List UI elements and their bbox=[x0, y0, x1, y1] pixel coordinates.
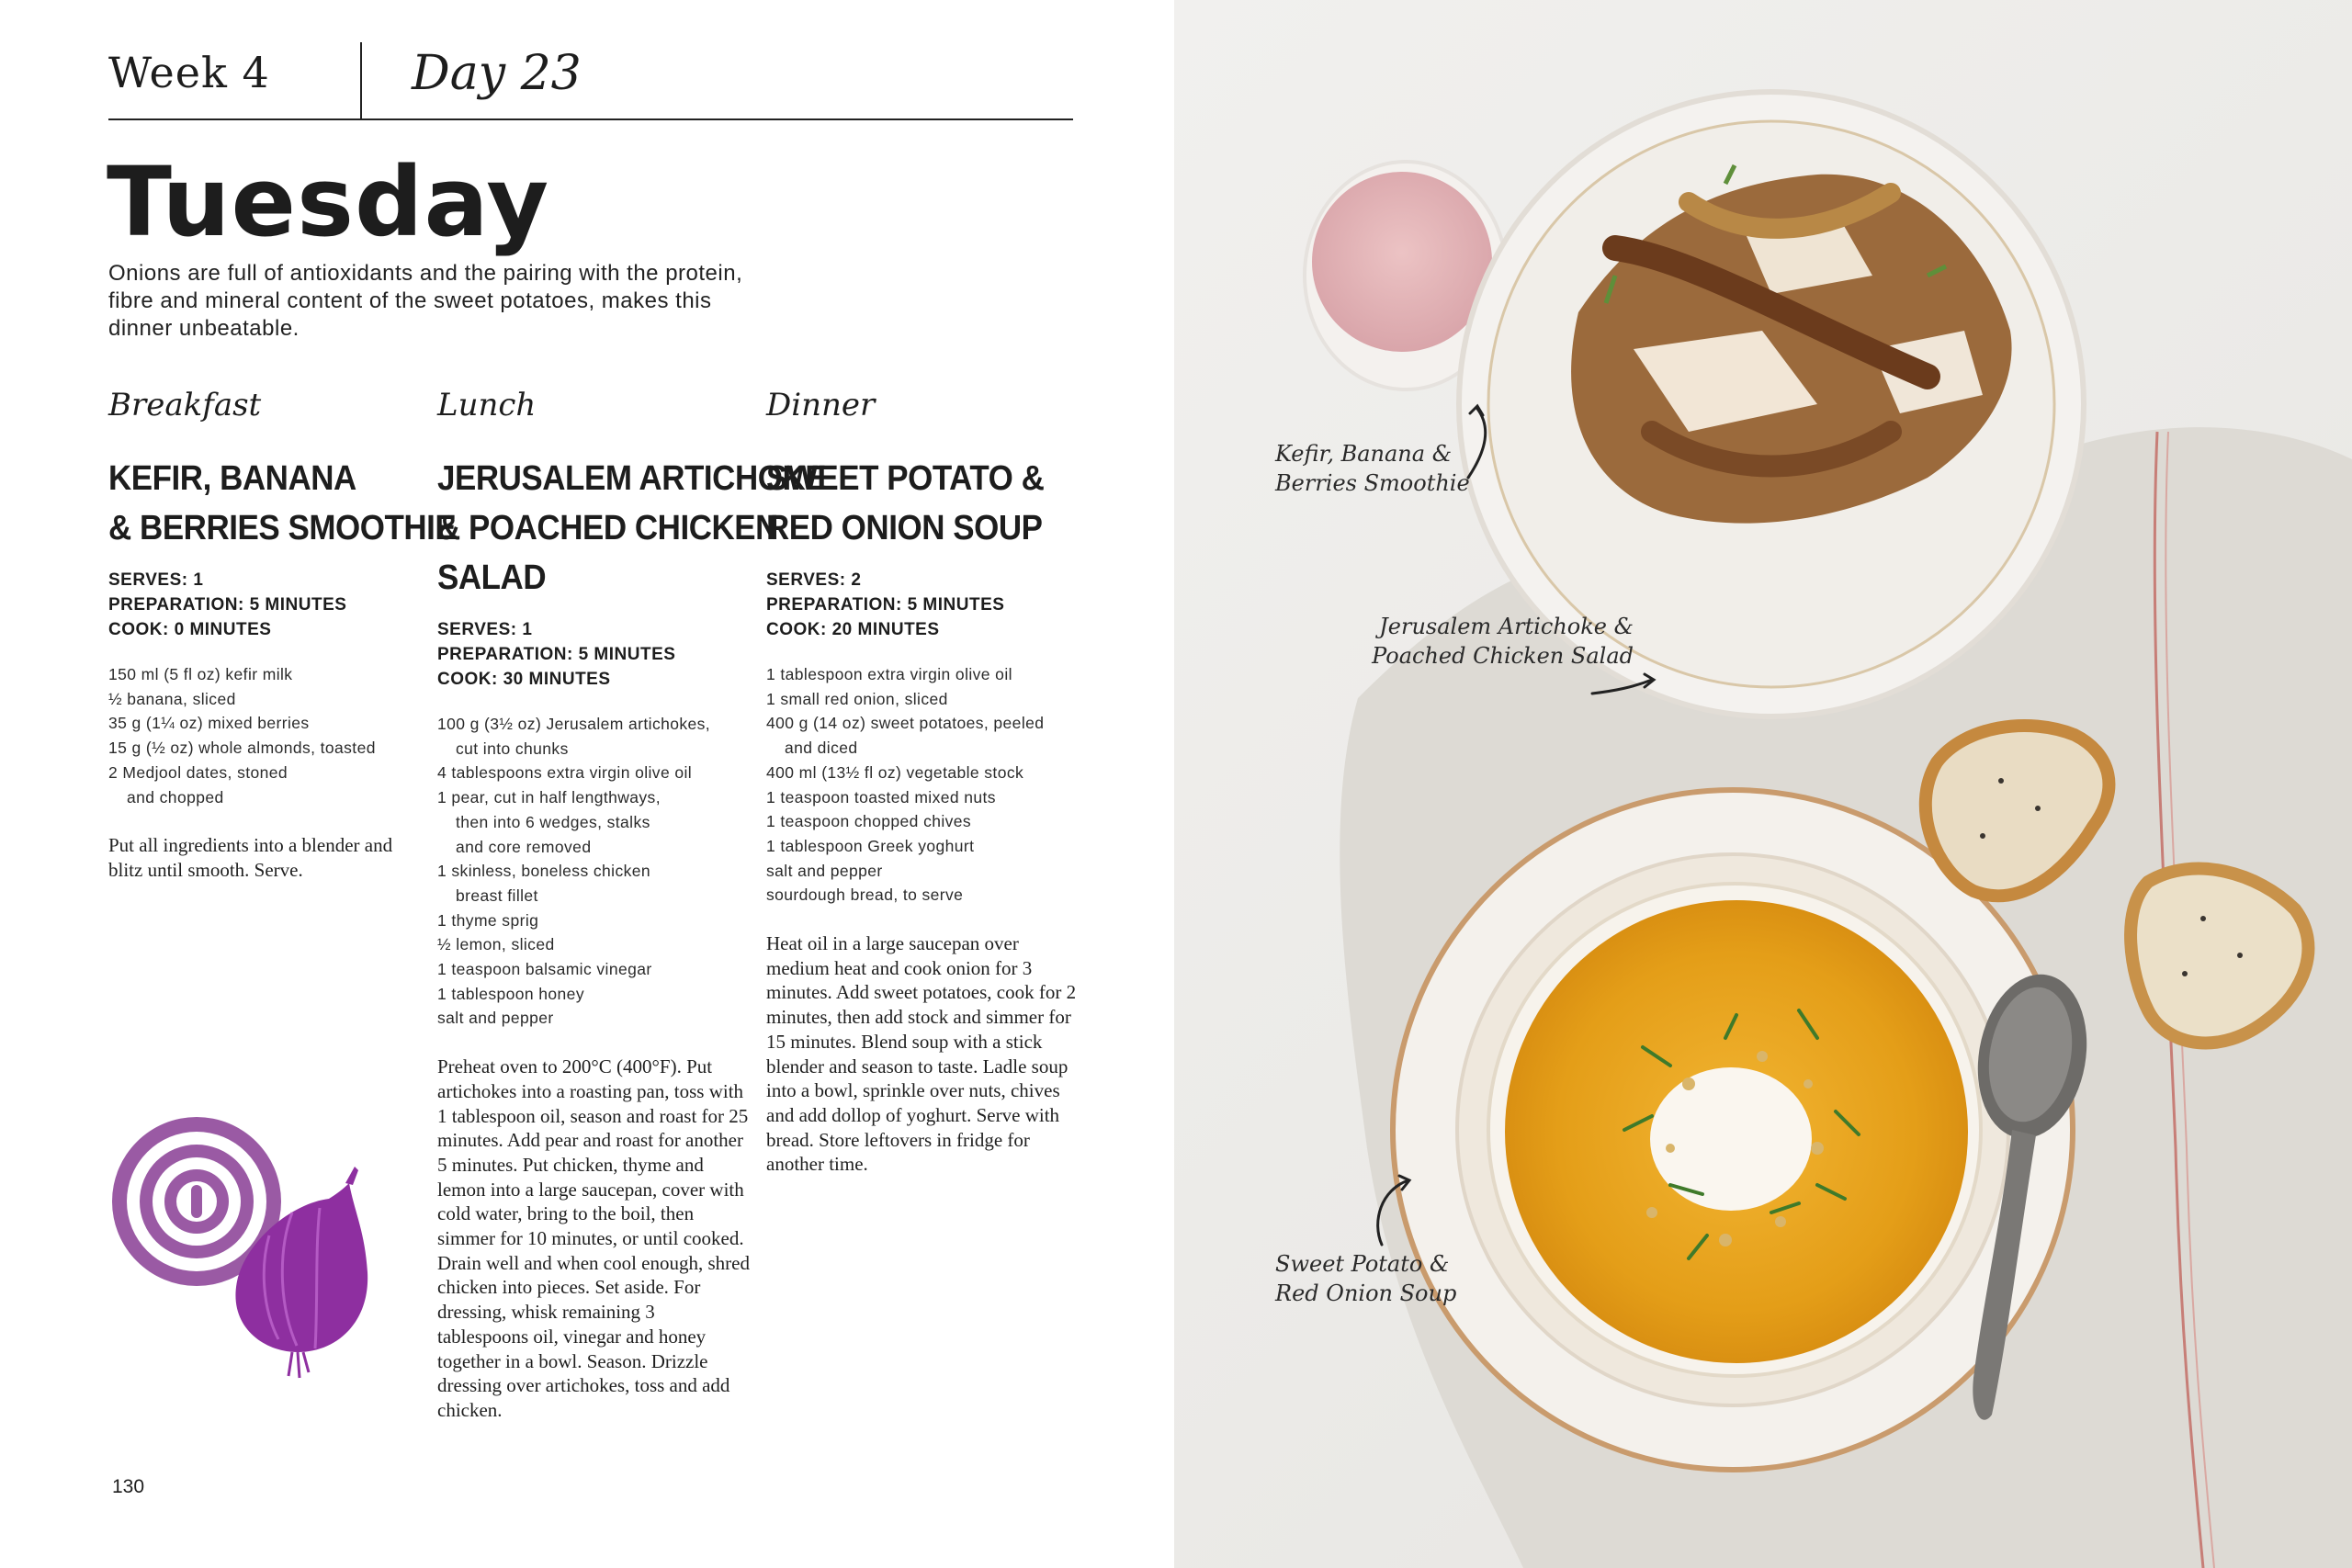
ingredient: 100 g (3½ oz) Jerusalem artichokes, cut into chunks bbox=[437, 715, 711, 758]
day-label: Day 23 bbox=[412, 46, 582, 101]
ingredient: ½ lemon, sliced bbox=[437, 935, 555, 954]
recipe-breakfast bbox=[108, 384, 457, 883]
ingredient: 1 tablespoon honey bbox=[437, 984, 584, 1003]
ingredient-list bbox=[437, 712, 750, 1031]
cook-time: COOK: 0 MINUTES bbox=[108, 620, 272, 639]
recipe-title-line: & BERRIES SMOOTHIE bbox=[108, 509, 457, 547]
ingredient: 1 teaspoon balsamic vinegar bbox=[437, 960, 652, 979]
meal-label: Dinner bbox=[766, 387, 876, 423]
label-salad: Jerusalem Artichoke & Poached Chicken Salad bbox=[1372, 614, 1634, 669]
ingredient: 2 Medjool dates, stoned and chopped bbox=[108, 762, 288, 807]
ingredient: ½ banana, sliced bbox=[108, 689, 236, 708]
recipe-title-line: SWEET POTATO & bbox=[766, 459, 1045, 498]
header-divider bbox=[360, 42, 362, 119]
meal-label: Lunch bbox=[437, 387, 537, 423]
ingredient: 4 tablespoons extra virgin olive oil bbox=[437, 763, 693, 783]
intro-text: Onions are full of antioxidants and the pairing with the protein, fibre and mineral content of the sweet potatoes, makes this dinner unbeatable. bbox=[108, 261, 743, 341]
label-smoothie: Kefir, Banana & Berries Smoothie bbox=[1275, 441, 1470, 496]
recipe-dinner bbox=[766, 384, 1079, 1177]
meal-label: Breakfast bbox=[108, 387, 262, 423]
ingredient: 400 ml (13½ fl oz) vegetable stock bbox=[766, 762, 1024, 782]
cook-time: COOK: 30 MINUTES bbox=[437, 670, 611, 689]
preparation: PREPARATION: 5 MINUTES bbox=[766, 595, 1005, 615]
recipe-title-line: JERUSALEM ARTICHOKE bbox=[437, 459, 827, 498]
cook-time: COOK: 20 MINUTES bbox=[766, 620, 940, 639]
ingredient: 400 g (14 oz) sweet potatoes, peeled and diced bbox=[766, 714, 1045, 758]
week-label: Week 4 bbox=[108, 48, 270, 97]
ingredient: 150 ml (5 fl oz) kefir milk bbox=[108, 665, 293, 683]
serves: SERVES: 1 bbox=[437, 620, 533, 639]
ingredient-list bbox=[766, 662, 1079, 908]
recipe-title-line: RED ONION SOUP bbox=[766, 509, 1043, 547]
label-soup: Sweet Potato & Red Onion Soup bbox=[1275, 1251, 1457, 1306]
recipe-title-line: SALAD bbox=[437, 558, 547, 597]
red-onion-illustration bbox=[108, 1111, 384, 1387]
recipe-title-line: & POACHED CHICKEN bbox=[437, 509, 778, 547]
ingredient: 35 g (1¼ oz) mixed berries bbox=[108, 714, 310, 733]
ingredient: 1 skinless, boneless chicken breast fillet bbox=[437, 862, 651, 905]
page-number: 130 bbox=[112, 1476, 145, 1497]
left-page bbox=[0, 0, 1174, 1568]
page-title: Tuesday bbox=[107, 146, 550, 258]
ingredient: salt and pepper bbox=[437, 1009, 554, 1028]
recipe-meta bbox=[766, 568, 1079, 642]
preparation: PREPARATION: 5 MINUTES bbox=[437, 645, 676, 664]
recipe-title-line: KEFIR, BANANA bbox=[108, 459, 356, 498]
header-rule bbox=[108, 118, 1073, 120]
ingredient: 1 pear, cut in half lengthways, then into 6 wedges, stalks and core removed bbox=[437, 788, 661, 856]
ingredient: 1 teaspoon toasted mixed nuts bbox=[766, 787, 996, 807]
method-text: Heat oil in a large saucepan over medium heat and cook onion for 3 minutes. Add sweet potatoes, cook for 2 minutes, then add stock and simmer for 15 minutes. Blend soup with a stick blender and season to taste. Ladle soup into a bowl, sprinkle over nuts, chives and add dollop of yoghurt. Serve with bread. Store leftovers in fridge for another time. bbox=[766, 932, 1077, 1176]
recipe-meta bbox=[437, 617, 750, 692]
serves: SERVES: 2 bbox=[766, 570, 862, 590]
preparation: PREPARATION: 5 MINUTES bbox=[108, 595, 347, 615]
ingredient: 1 thyme sprig bbox=[437, 910, 539, 930]
method-text: Put all ingredients into a blender and blitz until smooth. Serve. bbox=[108, 834, 393, 881]
ingredient: 1 tablespoon Greek yoghurt bbox=[766, 836, 975, 855]
ingredient: salt and pepper bbox=[766, 861, 883, 880]
method-text: Preheat oven to 200°C (400°F). Put artichokes into a roasting pan, toss with 1 tablespoon oil, season and roast for 25 minutes. Add pear and roast for another 5 minutes. Put chicken, thyme and lemon into a large saucepan, cover with cold water, bring to the boil, then simmer for 10 minutes, or until cooked. Drain well and when cool enough, shred chicken into pieces. Set aside. For dressing, whisk remaining 3 tablespoons oil, vinegar and honey together in a bowl. Season. Drizzle dressing over artichokes, toss and add chicken. bbox=[437, 1055, 750, 1421]
serves: SERVES: 1 bbox=[108, 570, 204, 590]
ingredient: 1 tablespoon extra virgin olive oil bbox=[766, 665, 1012, 683]
photo-page bbox=[1174, 0, 2352, 1568]
ingredient: 1 small red onion, sliced bbox=[766, 689, 948, 708]
ingredient: 15 g (½ oz) whole almonds, toasted bbox=[108, 739, 376, 758]
recipe-meta bbox=[108, 568, 412, 642]
ingredient-list bbox=[108, 662, 412, 809]
ingredient: 1 teaspoon chopped chives bbox=[766, 812, 972, 831]
food-photo bbox=[1174, 0, 2352, 1568]
ingredient: sourdough bread, to serve bbox=[766, 886, 964, 905]
